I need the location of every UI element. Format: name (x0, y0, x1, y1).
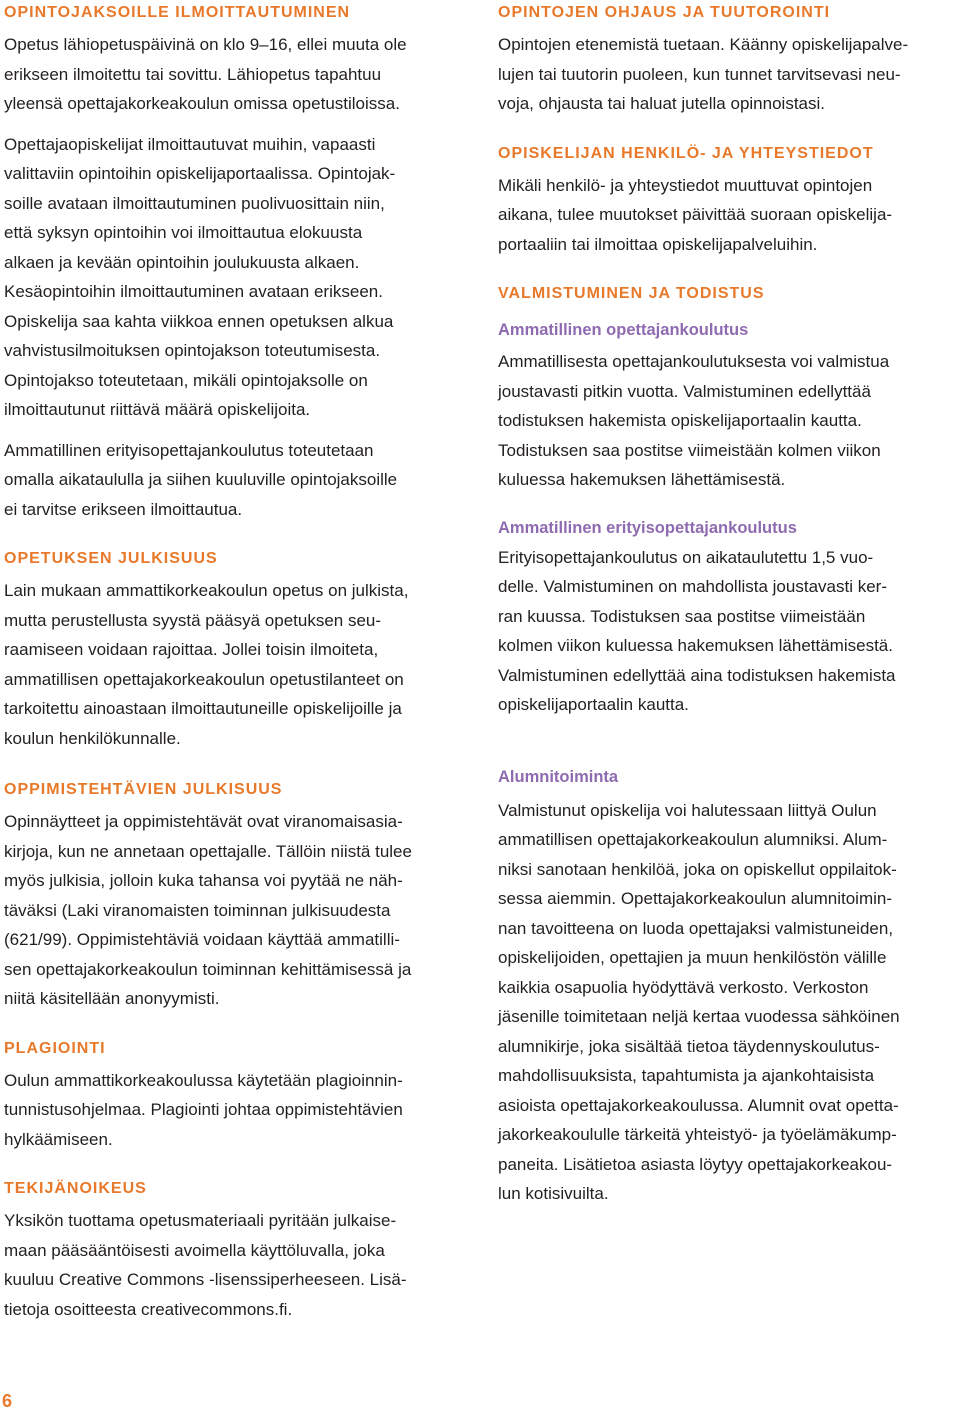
subheading-teacher-training: Ammatillinen opettajankoulutus (498, 321, 749, 339)
subheading-alumni: Alumnitoiminta (498, 767, 619, 786)
paragraph: Opinnäytteet ja oppimistehtävät ovat viranomaisasia- kirjoja, kun ne annetaan opettajalle. Tällöin niistä tulee myös julkisia, jolloin kuka tahansa voi pyytää ne näh- täväksi (Laki viranomaisten toiminnan julkisuudesta (621/99). Oppimistehtäviä voidaan käyttää ammatilli- sen opettajakorkeakoulun toiminnan kehittämisessä ja niitä käsitellään anonyymisti. (4, 812, 412, 1008)
section-guidance (498, 0, 956, 119)
section-heading-guidance: OPINTOJEN OHJAUS JA TUUTOROINTI (498, 4, 831, 21)
paragraph: Oulun ammattikorkeakoulussa käytetään plagioinnin- tunnistusohjelmaa. Plagiointi johtaa oppimistehtävien hylkäämiseen. (4, 1070, 403, 1149)
section-heading-contact-info: OPISKELIJAN HENKILÖ- JA YHTEYSTIEDOT (498, 144, 874, 162)
section-plagiarism (4, 1038, 472, 1155)
paragraph: Ammatillinen erityisopettajankoulutus toteutetaan omalla aikataululla ja siihen kuuluville opintojaksoille ei tarvitse erikseen ilmoittautua. (4, 440, 398, 519)
paragraph: Opetus lähiopetuspäivinä on klo 9–16, ellei muuta ole erikseen ilmoitettu tai sovittu. Lähiopetus tapahtuu yleensä opettajakorkeakoulun omissa opetustiloissa. (4, 35, 407, 113)
section-heading-enrollment: OPINTOJAKSOILLE ILMOITTAUTUMINEN (4, 4, 351, 21)
paragraph: Opintojen etenemistä tuetaan. Käänny opiskelijapalve- lujen tai tuutorin puoleen, kun tunnet tarvitsevasi neu- voja, ohjausta tai haluat jutella opinnoistasi. (498, 35, 909, 113)
section-heading-plagiarism: PLAGIOINTI (4, 1039, 106, 1057)
section-graduation (498, 283, 956, 720)
paragraph: Opettajaopiskelijat ilmoittautuvat muihin, vapaasti valittaviin opintoihin opiskelijaportaalissa. Opintojak- soille avataan ilmoittautuminen puolivuosittain niin, että syksyn opintoihin voi ilmoittautua elokuusta alkaen ja kevään opintoihin joulukuusta alkaen. Kesäopintoihin ilmoittautuminen avataan erikseen. Opiskelija saa kahta viikkoa ennen opetuksen alkua vahvistusilmoituksen opintojakson toteutumisesta. Opintojakso toteutetaan, mikäli opintojaksolle on ilmoittautunut riittävä määrä opiskelijoita. (4, 134, 396, 419)
section-contact-info (498, 143, 956, 260)
right-column (498, 0, 956, 1209)
left-column (4, 0, 472, 1324)
section-heading-teaching-publicity: OPETUKSEN JULKISUUS (4, 550, 218, 567)
section-teaching-publicity (4, 548, 472, 753)
section-copyright (4, 1178, 472, 1324)
section-alumni (498, 766, 956, 1209)
paragraph: Erityisopettajankoulutus on aikataulutettu 1,5 vuo- delle. Valmistuminen on mahdollista joustavasti ker- ran kuussa. Todistuksen saa postitse viimeistään kolmen viikon kuluessa hakemuksen lähettämisestä. Valmistuminen edellyttää aina todistuksen hakemista opiskelijaportaalin kautta. (498, 547, 896, 714)
paragraph: Mikäli henkilö- ja yhteystiedot muuttuvat opintojen aikana, tulee muutokset päivittää suoraan opiskelija- portaaliin tai ilmoittaa opiskelijapalveluihin. (498, 175, 893, 254)
page-number: 6 (2, 1391, 13, 1411)
section-heading-graduation: VALMISTUMINEN JA TODISTUS (498, 285, 765, 302)
paragraph: Valmistunut opiskelija voi halutessaan liittyä Oulun ammatillisen opettajakorkeakoulun alumniksi. Alum- niksi sanotaan henkilöä, joka on opiskellut oppilaitok- sessa aiemmin. Opettajakorkeakoulun alumnitoimin- nan tavoitteena on luoda opettajaksi valmistuneiden, opiskelijoiden, opettajien ja muun henkilöstön välille kaikkia osapuolia hyödyttävä verkosto. Verkoston jäsenille toimitetaan neljä kertaa vuodessa sähköinen alumnikirje, joka sisältää tietoa täydennyskoulutus- mahdollisuuksista, tapahtumista ja ajankohtaisista asioista opettajakorkeakoulussa. Alumnit ovat opetta- jakorkeakoululle tärkeitä yhteistyö- ja työelämäkump- paneita. Lisätietoa asiasta löytyy opettajakorkeakou- lun kotisivuilta. (498, 800, 900, 1203)
section-enrollment (4, 0, 472, 524)
subheading-special-teacher-training: Ammatillinen erityisopettajankoulutus (498, 518, 797, 537)
paragraph: Ammatillisesta opettajankoulutuksesta voi valmistua joustavasti pitkin vuotta. Valmistuminen edellyttää todistuksen hakemista opiskelijaportaalin kautta. Todistuksen saa postitse viimeistään kolmen viikon kuluessa hakemuksen lähettämisestä. (498, 352, 890, 489)
paragraph: Yksikön tuottama opetusmateriaali pyritään julkaise- maan pääsääntöisesti avoimella käyttöluvalla, joka kuuluu Creative Commons -lisenssiperheeseen. Lisä- tietoja osoitteesta creativecommons.fi. (4, 1211, 407, 1319)
paragraph: Lain mukaan ammattikorkeakoulun opetus on julkista, mutta perustellusta syystä pääsyä opetuksen seu- raamiseen voidaan rajoittaa. Jollei toisin ilmoiteta, ammatillisen opettajakorkeakoulun opetustilanteet on tarkoitettu ainoastaan ilmoittautuneille opiskelijoille ja koulun henkilökunnalle. (4, 581, 409, 748)
section-heading-assignment-publicity: OPPIMISTEHTÄVIEN JULKISUUS (4, 781, 283, 798)
section-heading-copyright: TEKIJÄNOIKEUS (4, 1180, 147, 1197)
section-assignment-publicity (4, 779, 472, 1014)
